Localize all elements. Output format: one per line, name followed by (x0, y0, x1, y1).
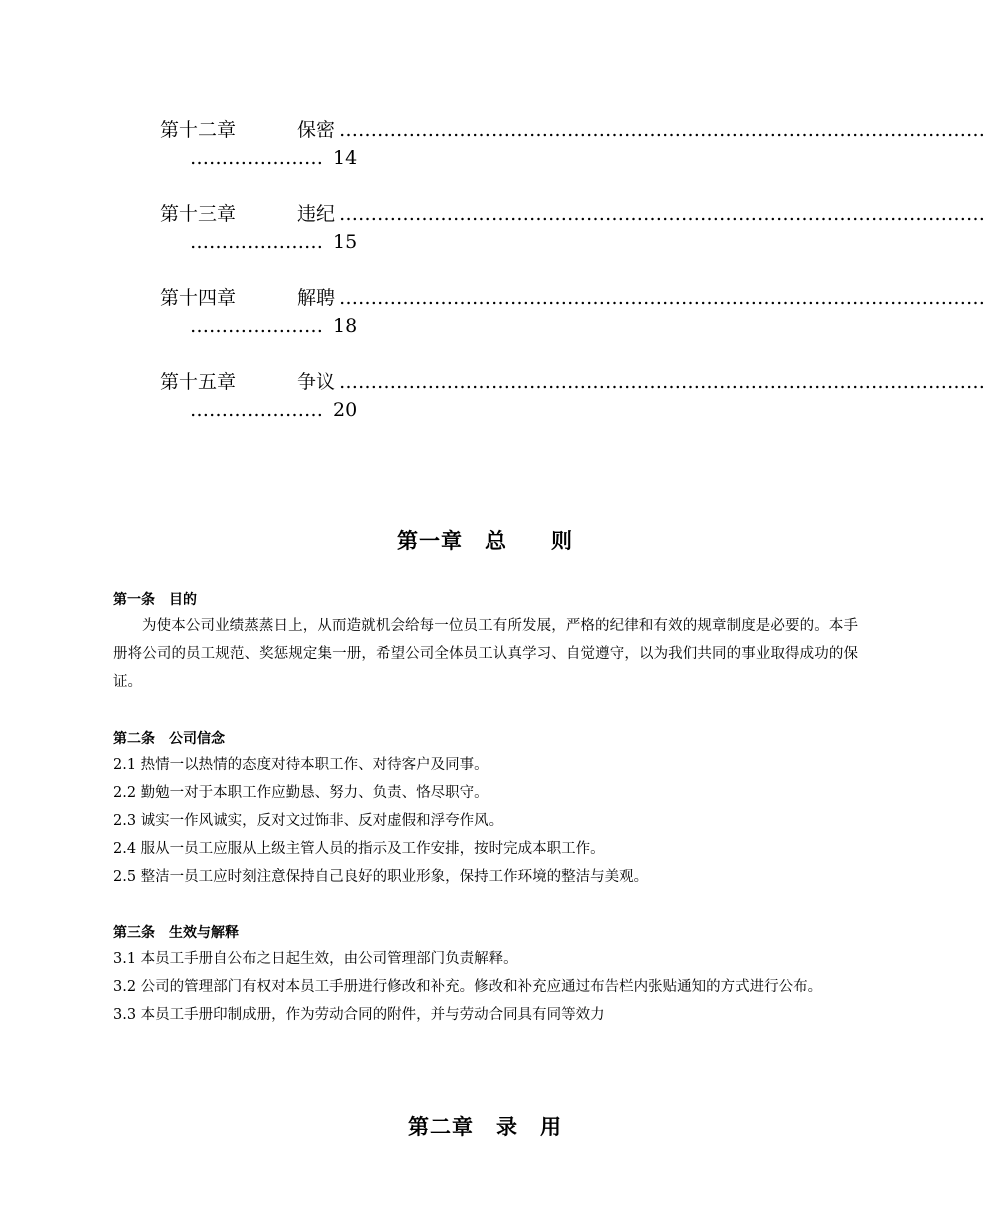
toc-entry[interactable] (160, 200, 985, 256)
toc-leader-dots: ………………………………………………………………………………………… (339, 203, 985, 225)
toc-page-number: 15 (333, 231, 358, 253)
toc-leader-dots: ………………………………………………………………………………………… (339, 119, 985, 141)
article-paragraph: 为使本公司业绩蒸蒸日上，从而造就机会给每一位员工有所发展，严格的纪律和有效的规章制度是必要的。本手册将公司的员工规范、奖惩规定集一册，希望公司全体员工认真学习、自觉遵守，以为我们共同的事业取得成功的保证。 (113, 618, 858, 690)
chapter-heading: 第一章 总 则 (397, 528, 573, 553)
toc-chapter-number: 第十三章 (160, 203, 237, 225)
toc-page-number: 18 (333, 315, 358, 337)
toc-page-number: 14 (333, 147, 358, 169)
article-title: 第二条 公司信念 (113, 731, 225, 747)
toc-leader-dots: ………………… (190, 399, 323, 421)
list-item: 3.2 公司的管理部门有权对本员工手册进行修改和补充。修改和补充应通过布告栏内张贴通知的方式进行公布。 (113, 979, 823, 995)
toc-chapter-title: 保密 (297, 119, 336, 141)
article-section (113, 727, 858, 891)
toc-entry[interactable] (160, 116, 985, 172)
chapter-heading: 第二章 录 用 (408, 1114, 562, 1139)
toc-page-number: 20 (333, 399, 358, 421)
list-item: 2.1 热情一以热情的态度对待本职工作、对待客户及同事。 (113, 757, 489, 773)
toc-chapter-number: 第十二章 (160, 119, 237, 141)
toc-leader-dots: ………………………………………………………………………………………… (339, 287, 985, 309)
toc-leader-dots: ………………………………………………………………………………………… (339, 371, 985, 393)
list-item: 2.5 整洁一员工应时刻注意保持自己良好的职业形象，保持工作环境的整洁与美观。 (113, 869, 649, 885)
list-item: 3.3 本员工手册印制成册，作为劳动合同的附件，并与劳动合同具有同等效力 (113, 1007, 605, 1023)
toc-chapter-title: 违纪 (297, 203, 336, 225)
toc-chapter-number: 第十四章 (160, 287, 237, 309)
article-title: 第三条 生效与解释 (113, 925, 239, 941)
list-item: 2.4 服从一员工应服从上级主管人员的指示及工作安排，按时完成本职工作。 (113, 841, 605, 857)
article-section (113, 588, 858, 696)
toc-entry[interactable] (160, 368, 985, 424)
article-title: 第一条 目的 (113, 592, 197, 608)
toc-chapter-title: 解聘 (297, 287, 336, 309)
list-item: 3.1 本员工手册自公布之日起生效，由公司管理部门负责解释。 (113, 951, 518, 967)
article-section (113, 921, 858, 1029)
toc-leader-dots: ………………… (190, 231, 323, 253)
list-item: 2.2 勤勉一对于本职工作应勤恳、努力、负责、恪尽职守。 (113, 785, 489, 801)
toc-leader-dots: ………………… (190, 315, 323, 337)
toc-chapter-number: 第十五章 (160, 371, 237, 393)
list-item: 2.3 诚实一作风诚实，反对文过饰非、反对虚假和浮夸作风。 (113, 813, 504, 829)
toc-entry[interactable] (160, 284, 985, 340)
toc-chapter-title: 争议 (297, 371, 336, 393)
toc-leader-dots: ………………… (190, 147, 323, 169)
